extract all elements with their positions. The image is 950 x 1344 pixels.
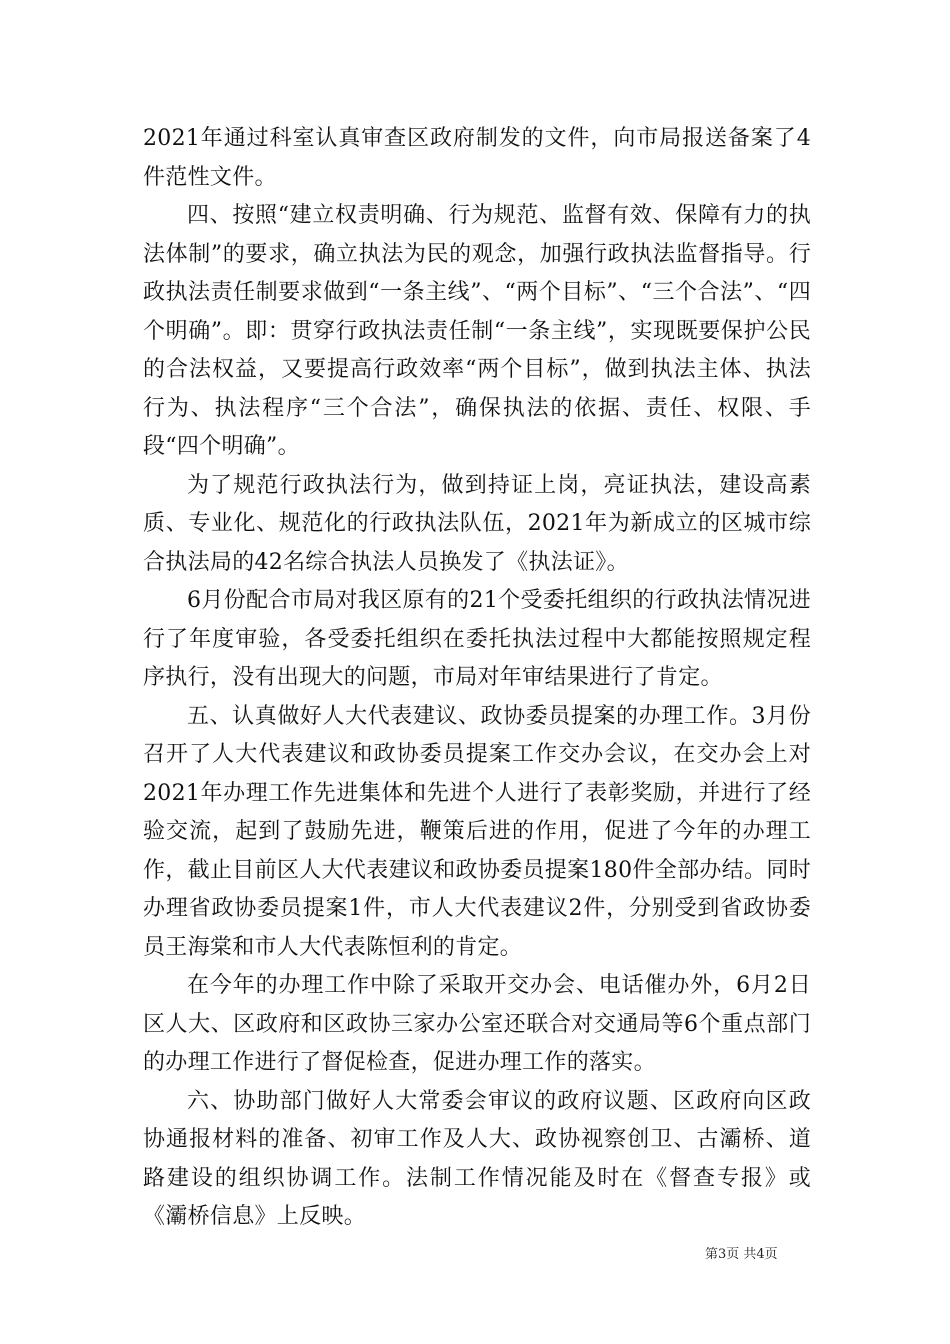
page-number-footer: 第3页 共4页 xyxy=(705,1247,778,1262)
paragraph-section-five: 五、认真做好人大代表建议、政协委员提案的办理工作。3月份召开了人大代表建议和政协委员提案工作交办会议，在交办会上对2021年办理工作先进集体和先进个人进行了表彰奖励，并进行了经验交流，起到了鼓励先进，鞭策后进的作用，促进了今年的办理工作，截止目前区人大代表建议和政协委员提案180件全部办结。同时办理省政协委员提案1件，市人大代表建议2件，分别受到省政协委员王海棠和市人大代表陈恒利的肯定。 xyxy=(143,703,811,960)
paragraph-filing-summary: 2021年通过科室认真审查区政府制发的文件，向市局报送备案了4件范性文件。 xyxy=(143,126,811,190)
paragraph-law-enforcement-certificates: 为了规范行政执法行为，做到持证上岗，亮证执法，建设高素质、专业化、规范化的行政执法队伍，2021年为新成立的区城市综合执法局的42名综合执法人员换发了《执法证》。 xyxy=(143,472,811,575)
document-body xyxy=(143,120,811,1237)
paragraph-section-six: 六、协助部门做好人大常委会审议的政府议题、区政府向区政协通报材料的准备、初审工作及人大、政协视察创卫、古灞桥、道路建设的组织协调工作。法制工作情况能及时在《督查专报》或《灞桥信息》上反映。 xyxy=(143,1088,811,1229)
paragraph-supervision-check: 在今年的办理工作中除了采取开交办会、电话催办外，6月2日区人大、区政府和区政协三家办公室还联合对交通局等6个重点部门的办理工作进行了督促检查，促进办理工作的落实。 xyxy=(143,973,811,1075)
paragraph-annual-review: 6月份配合市局对我区原有的21个受委托组织的行政执法情况进行了年度审验，各受委托组织在委托执法过程中大都能按照规定程序执行，没有出现大的问题，市局对年审结果进行了肯定。 xyxy=(143,588,811,690)
paragraph-section-four: 四、按照“建立权责明确、行为规范、监督有效、保障有力的执法体制”的要求，确立执法为民的观念，加强行政执法监督指导。行政执法责任制要求做到“一条主线”、“两个目标”、“三个合法”、“四个明确”。即：贯穿行政执法责任制“一条主线”，实现既要保护公民的合法权益，又要提高行政效率“两个目标”，做到执法主体、执法行为、执法程序“三个合法”，确保执法的依据、责任、权限、手段“四个明确”。 xyxy=(143,203,811,459)
